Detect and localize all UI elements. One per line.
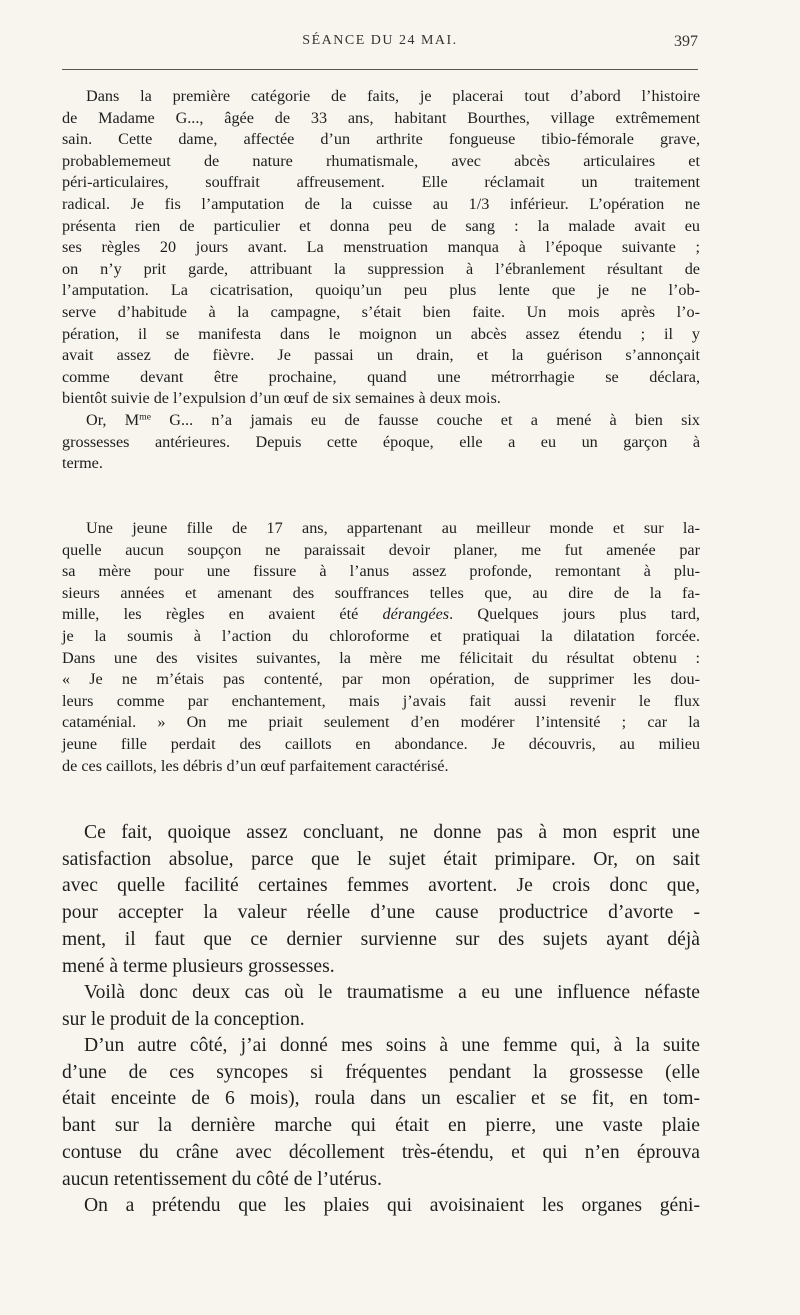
text-line: D’un autre côté, j’ai donné mes soins à une femme qui, à la suite [84, 1035, 700, 1056]
text-line: comme devant être prochaine, quand une métrorrhagie se déclara, [62, 367, 700, 386]
page-number: 397 [674, 33, 698, 50]
text-line: bientôt suivie de l’expulsion d’un œuf de six semaines à deux mois. [62, 389, 501, 408]
text-line: bant sur la dernière marche qui était en pierre, une vaste plaie [62, 1115, 700, 1137]
text-line: serve d’habitude à la campagne, s’était bien faite. Un mois après l’o- [62, 302, 700, 321]
paragraph-4 [62, 820, 700, 980]
text-segment: G... n’a jamais eu de fausse couche et a mené à bien six [151, 411, 701, 429]
text-line [62, 410, 700, 432]
text-line: péri-articulaires, souffrait affreusement. Elle réclamait un traitement [62, 173, 700, 192]
text-line: grossesses antérieures. Depuis cette époque, elle a eu un garçon à [62, 432, 700, 451]
text-line: mené à terme plusieurs grossesses. [62, 955, 335, 977]
text-line: probablememeut de nature rhumatismale, avec abcès articulaires et [62, 151, 700, 170]
italic-word: dérangées [382, 605, 450, 624]
text-line: d’une de ces syncopes si fréquentes pendant la grossesse (elle [62, 1061, 700, 1083]
text-line: sain. Cette dame, affectée d’un arthrite fongueuse tibio-fémorale grave, [62, 130, 700, 149]
running-head [62, 33, 698, 53]
paragraph-3 [62, 518, 700, 777]
text-segment: . Quelques jours plus tard, [449, 605, 700, 624]
paragraph-5 [62, 980, 700, 1033]
text-line: Une jeune fille de 17 ans, appartenant au meilleur monde et sur la- [86, 519, 700, 537]
paragraph-2 [62, 410, 700, 475]
header-rule [62, 69, 698, 70]
text-line: quelle aucun soupçon ne paraissait devoir planer, me fut amenée par [62, 540, 700, 559]
text-line: jeune fille perdait des caillots en abondance. Je découvris, au milieu [62, 734, 700, 753]
text-line: pération, il se manifesta dans le moignon un abcès assez étendu ; il y [62, 324, 700, 343]
text-line: « Je ne m’étais pas contenté, par mon opération, de supprimer les dou- [62, 670, 700, 689]
text-line: sa mère pour une fissure à l’anus assez profonde, remontant à plu- [62, 562, 700, 581]
superscript-abbrev: me [139, 411, 152, 423]
text-line: aucun retentissement du côté de l’utérus. [62, 1168, 382, 1190]
text-line: Voilà donc deux cas où le traumatisme a eu une influence néfaste [84, 982, 700, 1003]
paragraph-1 [62, 86, 700, 410]
text-line: on n’y prit garde, attribuant la suppression à l’ébranlement résultant de [62, 259, 700, 278]
text-line: sieurs années et amenant des souffrances telles que, au dire de la fa- [62, 583, 700, 602]
text-line: de ces caillots, les débris d’un œuf parfaitement caractérisé. [62, 756, 449, 775]
text-line: satisfaction absolue, parce que le sujet était primipare. Or, on sait [62, 848, 700, 870]
text-line: terme. [62, 454, 103, 473]
text-line: avait assez de fièvre. Je passai un drain, et la guérison s’annonçait [62, 346, 700, 365]
text-line: de Madame G..., âgée de 33 ans, habitant Bourthes, village extrêmement [62, 108, 700, 127]
text-line: avec quelle facilité certaines femmes avortent. Je crois donc que, [62, 875, 700, 897]
running-title: SÉANCE DU 24 MAI. [302, 33, 458, 48]
text-line: présenta rien de particulier et donna peu de sang : la malade avait eu [62, 216, 700, 235]
paragraph-6 [62, 1033, 700, 1193]
text-line [62, 604, 700, 626]
text-line: cataménial. » On me priait seulement d’en modérer l’intensité ; car la [62, 713, 700, 732]
text-line: l’amputation. La cicatrisation, quoiqu’un peu plus lente que je ne l’ob- [62, 281, 700, 300]
text-line: sur le produit de la conception. [62, 1008, 305, 1030]
text-line: leurs comme par enchantement, mais j’avais fait aussi revenir le flux [62, 691, 700, 710]
text-line: je la soumis à l’action du chloroforme et pratiquai la dilatation forcée. [62, 626, 700, 645]
text-segment: mille, les règles en avaient été [62, 605, 383, 624]
text-segment: Or, M [86, 411, 140, 429]
text-line: Dans une des visites suivantes, la mère me félicitait du résultat obtenu : [62, 648, 700, 667]
text-line: Dans la première catégorie de faits, je placerai tout d’abord l’histoire [86, 87, 700, 105]
paragraph-7 [62, 1193, 700, 1220]
text-line: radical. Je fis l’amputation de la cuisse au 1/3 inférieur. L’opération ne [62, 194, 700, 213]
text-line: ses règles 20 jours avant. La menstruation manqua à l’époque suivante ; [62, 238, 700, 257]
text-line: pour accepter la valeur réelle d’une cause productrice d’avorte - [62, 902, 700, 924]
text-line: contuse du crâne avec décollement très-étendu, et qui n’en éprouva [62, 1141, 700, 1163]
text-line: était enceinte de 6 mois), roula dans un escalier et se fit, en tom- [62, 1088, 700, 1110]
text-line: ment, il faut que ce dernier survienne sur des sujets ayant déjà [62, 928, 700, 950]
text-line: On a prétendu que les plaies qui avoisinaient les organes géni- [84, 1195, 700, 1216]
text-line: Ce fait, quoique assez concluant, ne donne pas à mon esprit une [84, 822, 700, 843]
